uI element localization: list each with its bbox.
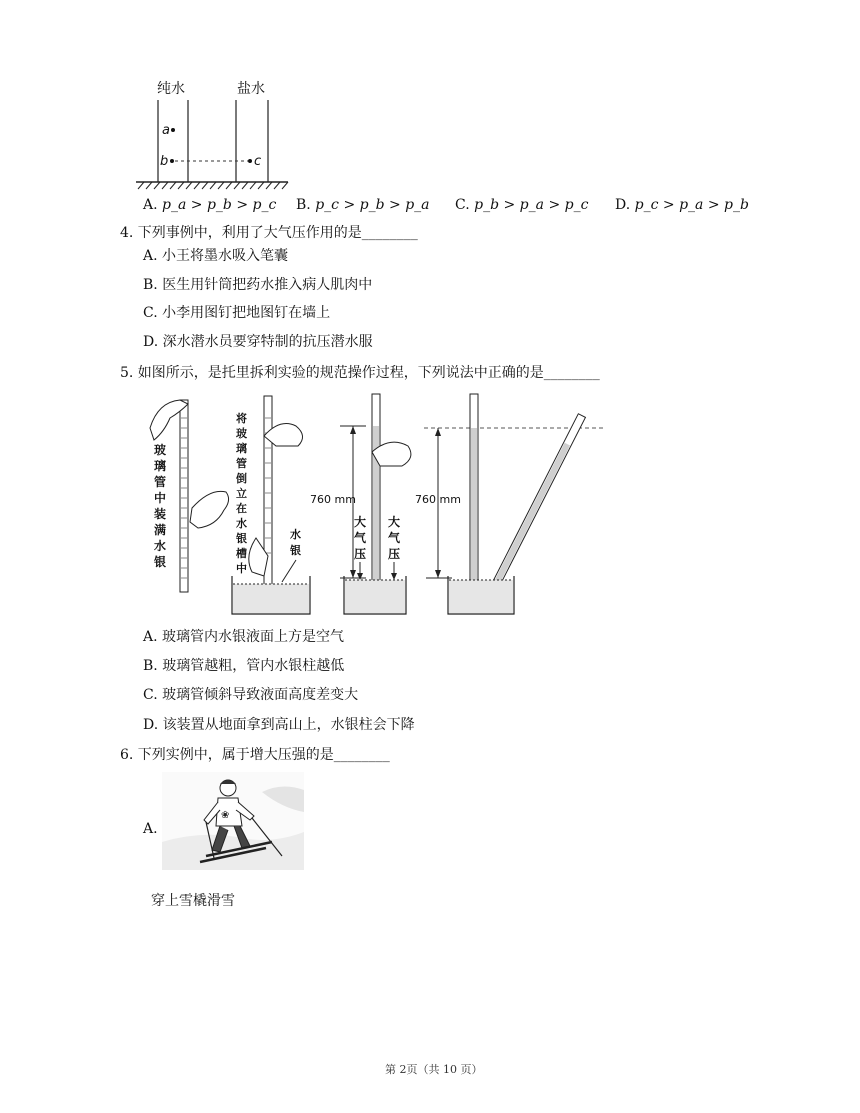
- skier-icon: [162, 772, 304, 870]
- option-text: p_c > p_b > p_a: [315, 197, 430, 213]
- option-text: p_b > p_a > p_c: [474, 197, 589, 213]
- svg-text:满: 满: [154, 523, 167, 537]
- q5-option-b: B. 玻璃管越粗，管内水银柱越低: [143, 658, 345, 674]
- svg-text:玻: 玻: [154, 443, 167, 457]
- option-letter: C.: [455, 197, 470, 213]
- svg-text:银: 银: [290, 544, 301, 557]
- q6-option-a-caption: 穿上雪橇滑雪: [151, 893, 235, 909]
- svg-text:管: 管: [154, 475, 167, 489]
- point-a-label: a: [162, 123, 170, 138]
- q4-option-b: B. 医生用针筒把药水推入病人肌肉中: [143, 277, 373, 293]
- q4-option-c: C. 小李用图钉把地图钉在墙上: [143, 305, 331, 321]
- q5-option-a: A. 玻璃管内水银液面上方是空气: [143, 629, 345, 645]
- option-text: p_a > p_b > p_c: [162, 197, 277, 213]
- height-label-1: 760 mm: [310, 493, 356, 506]
- containers-diagram: [130, 74, 295, 194]
- svg-text:水: 水: [154, 539, 167, 553]
- svg-text:大: 大: [354, 515, 367, 529]
- q5-option-c: C. 玻璃管倾斜导致液面高度差变大: [143, 687, 359, 703]
- torricelli-diagram: [140, 388, 620, 620]
- svg-text:气: 气: [388, 531, 401, 545]
- q5-option-d: D. 该装置从地面拿到高山上，水银柱会下降: [143, 717, 415, 733]
- svg-text:槽: 槽: [236, 547, 247, 560]
- q3-option-b: [296, 196, 430, 214]
- q3-option-d: [615, 196, 749, 214]
- option-letter: A.: [143, 197, 158, 213]
- svg-text:在: 在: [236, 502, 247, 515]
- torricelli-figure: [140, 388, 620, 620]
- point-c-label: c: [254, 154, 262, 169]
- svg-text:中: 中: [154, 491, 167, 505]
- point-b-label: b: [160, 154, 169, 169]
- svg-text:水: 水: [236, 517, 247, 530]
- q4-option-a: A. 小王将墨水吸入笔囊: [143, 248, 289, 264]
- svg-text:立: 立: [236, 487, 247, 500]
- skier-image: [162, 772, 304, 870]
- svg-text:大: 大: [388, 515, 401, 529]
- svg-text:水: 水: [290, 528, 301, 541]
- svg-text:压: 压: [354, 547, 367, 561]
- svg-text:璃: 璃: [154, 459, 167, 473]
- svg-text:倒: 倒: [236, 472, 247, 485]
- option-letter: D.: [615, 197, 631, 213]
- svg-text:❀: ❀: [221, 810, 230, 821]
- option-text: p_c > p_a > p_b: [634, 197, 749, 213]
- svg-text:中: 中: [236, 562, 247, 575]
- option-letter: B.: [296, 197, 311, 213]
- svg-text:璃: 璃: [236, 442, 247, 455]
- svg-text:玻: 玻: [236, 427, 247, 440]
- svg-text:气: 气: [354, 531, 367, 545]
- svg-text:将: 将: [236, 412, 247, 425]
- svg-text:管: 管: [236, 457, 247, 470]
- q3-option-a: [143, 196, 276, 214]
- q6-option-a-letter: A.: [143, 821, 158, 837]
- q6-stem: 6. 下列实例中，属于增大压强的是________: [120, 747, 390, 763]
- q5-stem: 5. 如图所示，是托里拆利实验的规范操作过程，下列说法中正确的是________: [120, 365, 600, 381]
- q3-option-c: [455, 196, 588, 214]
- svg-text:银: 银: [236, 532, 247, 545]
- q4-stem: 4. 下列事例中，利用了大气压作用的是________: [120, 225, 418, 241]
- label-salt-water: 盐水: [237, 81, 265, 97]
- pressure-figure: [130, 74, 295, 194]
- svg-text:银: 银: [154, 555, 167, 569]
- q4-option-d: D. 深水潜水员要穿特制的抗压潜水服: [143, 334, 373, 350]
- svg-text:装: 装: [154, 507, 167, 521]
- page-footer: 第 2页（共 10 页）: [385, 1063, 483, 1076]
- height-label-2: 760 mm: [415, 493, 461, 506]
- label-pure-water: 纯水: [157, 81, 185, 97]
- svg-text:压: 压: [388, 547, 401, 561]
